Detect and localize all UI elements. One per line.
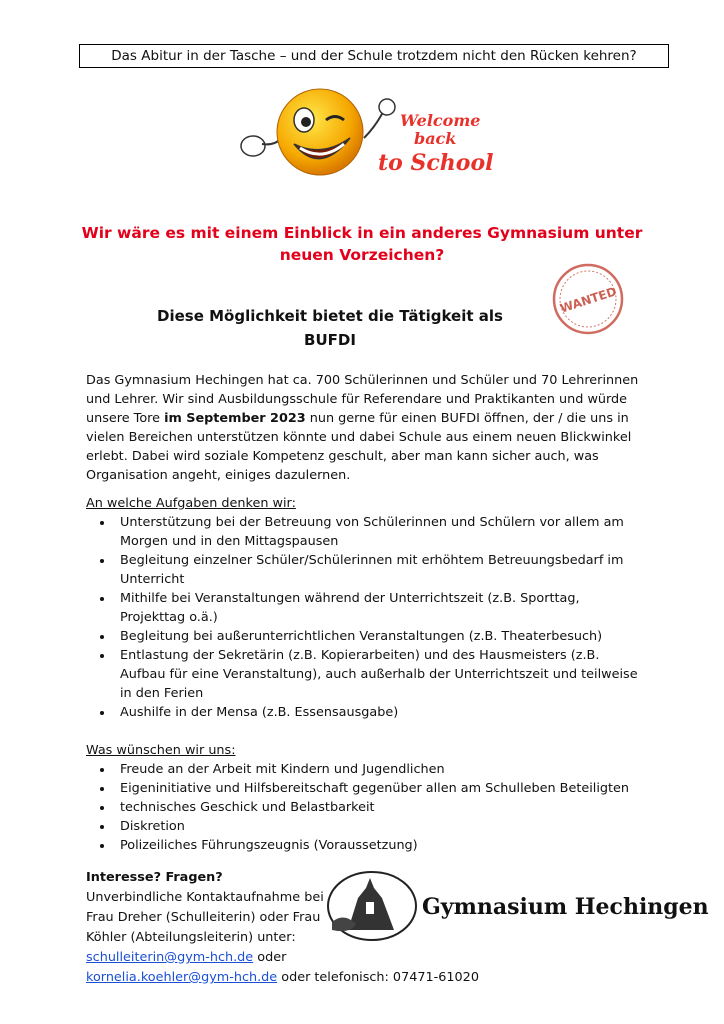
logo-text-back: back: [414, 129, 457, 148]
stamp-text: WANTED: [558, 284, 619, 316]
headline: Wir wäre es mit einem Einblick in ein anderes Gymnasium unter neuen Vorzeichen?: [81, 224, 643, 264]
list-item: • technisches Geschick und Belastbarkeit: [114, 798, 646, 817]
logo-text-school: to School: [378, 150, 494, 176]
list-item: • Unterstützung bei der Betreuung von Schülerinnen und Schülern vor allem am Morgen und in den Mittagspausen: [114, 513, 646, 551]
wanted-stamp: [551, 262, 625, 336]
wishes-list: [86, 760, 646, 855]
start-date: im September 2023: [164, 411, 306, 426]
list-item: • Begleitung einzelner Schüler/Schülerinnen mit erhöhtem Betreuungsbedarf im Unterricht: [114, 551, 646, 589]
wishes-section: [86, 741, 646, 855]
email-link-schulleiterin[interactable]: schulleiterin@gym-hch.de: [86, 950, 254, 965]
contact-text: Unverbindliche Kontaktaufnahme bei Frau Dreher (Schulleiterin) oder Frau Köhler (Abteilungsleiterin) unter:: [86, 890, 324, 945]
list-item: • Polizeiliches Führungszeugnis (Voraussetzung): [114, 836, 646, 855]
tasks-list: [86, 513, 646, 722]
list-item: • Mithilfe bei Veranstaltungen während der Unterrichtszeit (z.B. Sporttag, Projekttag o.ä.): [114, 589, 646, 627]
subhead: [120, 304, 540, 352]
tasks-heading: An welche Aufgaben denken wir:: [86, 496, 296, 511]
list-item: • Aushilfe in der Mensa (z.B. Essensausgabe): [114, 703, 646, 722]
subhead-line1: Diese Möglichkeit bietet die Tätigkeit als: [157, 307, 503, 325]
list-item: • Begleitung bei außerunterrichtlichen Veranstaltungen (z.B. Theaterbesuch): [114, 627, 646, 646]
list-item: • Entlastung der Sekretärin (z.B. Kopierarbeiten) und des Hausmeisters (z.B. Aufbau für eine Veranstaltung), auch außerhalb der Unterrichtszeit und teilweise in den Ferien: [114, 646, 646, 703]
tasks-section: [86, 494, 646, 722]
contact-section: Interesse? Fragen? Unverbindliche Kontaktaufnahme bei Frau Dreher (Schulleiterin) oder Frau Köhler (Abteilungsleiterin) unter: schulleiterin@gym-hch.de oder kornelia.koehler@gym-hch.de oder telefonisch: 07471-61020: [86, 868, 506, 988]
school-logo: [322, 864, 709, 946]
school-logo-text: Gymnasium Hechingen: [422, 894, 709, 920]
list-item: • Diskretion: [114, 817, 646, 836]
top-banner: Das Abitur in der Tasche – und der Schule trotzdem nicht den Rücken kehren?: [79, 44, 669, 68]
intro-paragraph: Das Gymnasium Hechingen hat ca. 700 Schülerinnen und Schüler und 70 Lehrerinnen und Lehrer. Wir sind Ausbildungsschule für Referendare und Praktikanten und würde unsere Tore im September 2023 nun gerne für einen BUFDI öffnen, der / die uns in vielen Bereichen unterstützen könnte und dabei Schule aus einem neuen Blickwinkel erlebt. Dabei wird soziale Kompetenz geschult, aber man kann sicher auch, was Organisation angeht, einiges dazulernen.: [86, 373, 639, 483]
wishes-heading: Was wünschen wir uns:: [86, 743, 236, 758]
welcome-back-smiley-logo: [238, 86, 494, 190]
subhead-line2: BUFDI: [304, 331, 356, 349]
logo-text-welcome: Welcome: [400, 111, 481, 130]
email-link-koehler[interactable]: kornelia.koehler@gym-hch.de: [86, 970, 278, 985]
contact-title: Interesse? Fragen?: [86, 870, 223, 885]
list-item: • Eigeninitiative und Hilfsbereitschaft gegenüber allen am Schulleben Beteiligten: [114, 779, 646, 798]
list-item: • Freude an der Arbeit mit Kindern und Jugendlichen: [114, 760, 646, 779]
